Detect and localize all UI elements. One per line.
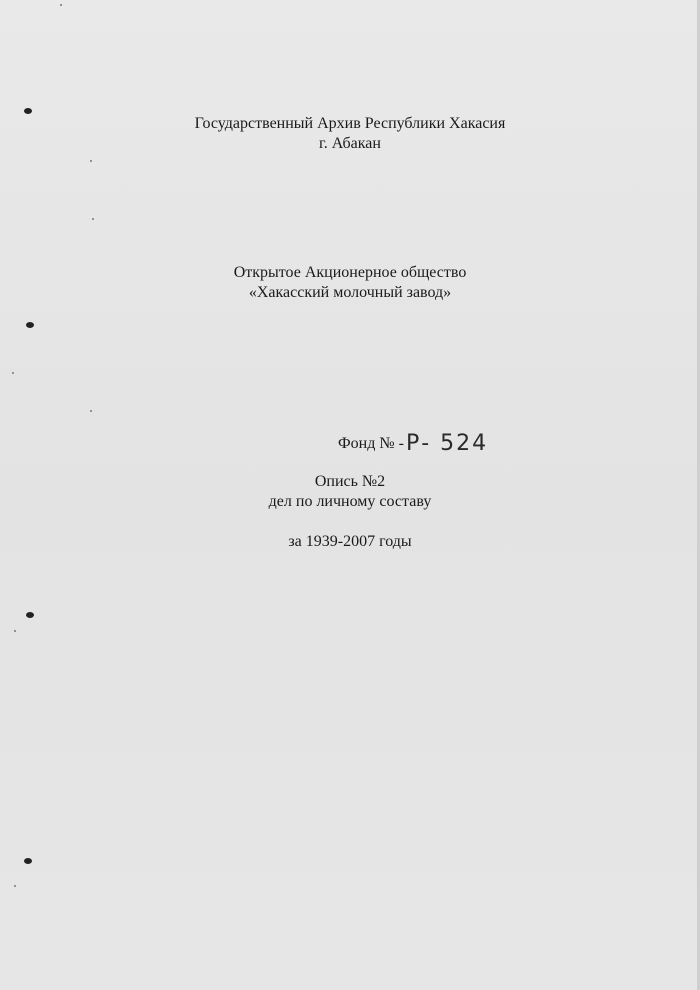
punch-hole-mark — [24, 858, 32, 864]
punch-hole-mark — [26, 322, 34, 328]
inventory-subtitle: дел по личному составу — [268, 493, 432, 510]
scan-speck — [90, 410, 92, 412]
scan-speck — [92, 218, 94, 220]
city-name: г. Абакан — [319, 135, 381, 152]
inventory-title: Опись №2 — [314, 473, 386, 490]
fond-handwritten-number: Р- 524 — [405, 431, 489, 456]
scan-speck — [12, 372, 14, 374]
scan-speck — [60, 4, 62, 6]
scan-speck — [14, 885, 16, 887]
punch-hole-mark — [26, 612, 34, 618]
punch-hole-mark — [24, 108, 32, 114]
inventory-period: за 1939-2007 годы — [288, 533, 412, 550]
organization-type: Открытое Акционерное общество — [233, 264, 467, 281]
scan-speck — [90, 160, 92, 162]
fond-label: Фонд № - — [338, 435, 404, 452]
fond-number — [338, 432, 488, 454]
scan-speck — [14, 630, 16, 632]
archive-name: Государственный Архив Республики Хакасия — [194, 115, 506, 132]
organization-name: «Хакасский молочный завод» — [248, 284, 452, 301]
